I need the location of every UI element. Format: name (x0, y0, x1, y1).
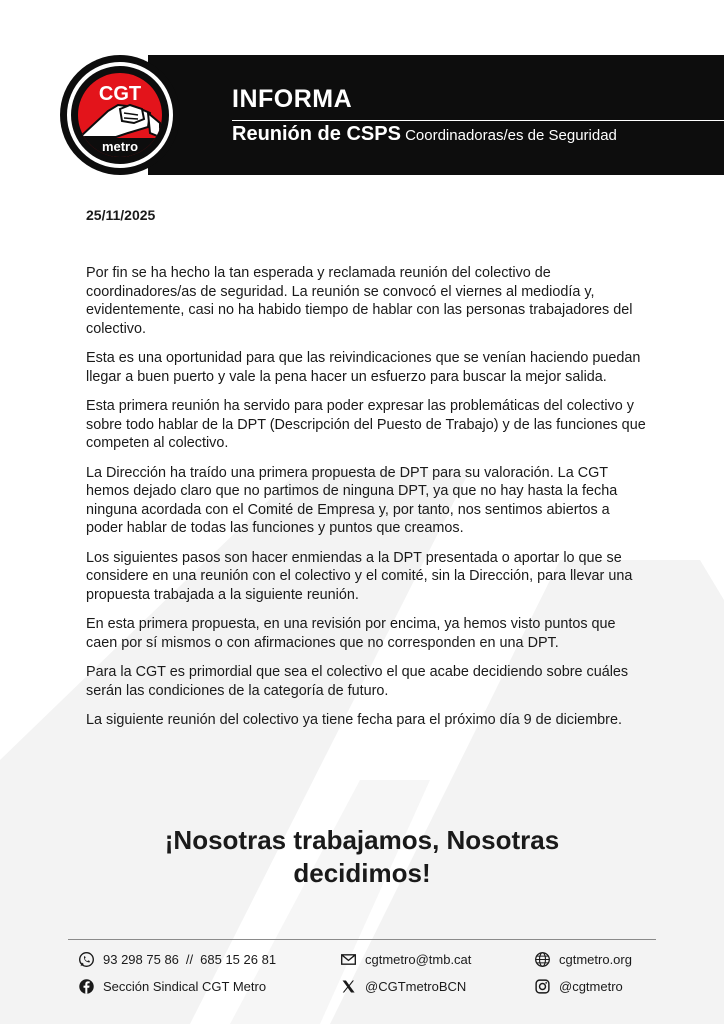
paragraph: Esta primera reunión ha servido para poder expresar las problemáticas del colectivo y sobre todo hablar de la DPT (Descripción del Puesto de Trabajo) y de las funciones que competen al colectivo. (86, 398, 646, 451)
header-divider (232, 120, 724, 121)
website-link[interactable]: cgtmetro.org (559, 952, 632, 967)
phone-number-1[interactable]: 93 298 75 86 (103, 952, 179, 967)
footer-website[interactable] (534, 951, 632, 968)
instagram-handle[interactable]: @cgtmetro (559, 979, 623, 994)
header-bar (148, 55, 724, 175)
twitter-handle[interactable]: @CGTmetroBCN (365, 979, 467, 994)
paragraph: Por fin se ha hecho la tan esperada y reclamada reunión del colectivo de coordinadores/as de seguridad. La reunión se convocó el viernes al mediodía y, evidentemente, casi no ha habido tiempo de hablar con las personas trabajadores del colectivo. (86, 265, 633, 337)
globe-icon (534, 951, 551, 968)
footer-instagram[interactable] (534, 978, 623, 995)
subtitle-main: Reunión de CSPS (232, 123, 401, 145)
footer-twitter[interactable] (340, 978, 466, 995)
paragraph: La siguiente reunión del colectivo ya tiene fecha para el próximo día 9 de diciembre. (86, 712, 622, 728)
paragraph: Esta es una oportunidad para que las reivindicaciones que se venían haciendo puedan llegar a buen puerto y vale la pena hacer un esfuerzo para buscar la mejor salida. (86, 350, 641, 385)
slogan: ¡Nosotras trabajamos, Nosotras decidimos! (164, 825, 560, 888)
footer-divider (68, 939, 656, 940)
logo-cgt-text: CGT (98, 83, 142, 105)
phone-number-2[interactable]: 685 15 26 81 (200, 952, 277, 967)
cgt-metro-logo (58, 53, 182, 177)
paragraph: La Dirección ha traído una primera propuesta de DPT para su valoración. La CGT hemos dejado claro que no partimos de ninguna DPT, ya que no hay hasta la fecha ninguna acordada con el Comité de Empresa y, por tanto, nos sentimos abiertos a poder hablar de todas las funciones y puntos que creamos. (86, 464, 618, 536)
phone-separator: // (185, 952, 194, 967)
document-date: 25/11/2025 (86, 207, 156, 223)
facebook-page[interactable]: Sección Sindical CGT Metro (103, 979, 267, 994)
footer-facebook[interactable] (78, 978, 266, 995)
footer-email[interactable] (340, 951, 471, 968)
header-subtitle (232, 124, 672, 146)
header-title: INFORMA (232, 85, 353, 113)
x-twitter-icon (340, 978, 357, 995)
footer-phones (78, 951, 276, 968)
facebook-icon (78, 978, 95, 995)
paragraph: Para la CGT es primordial que sea el colectivo el que acabe decidiendo sobre cuáles serán las condiciones de la categoría de futuro. (86, 664, 629, 699)
whatsapp-icon (78, 951, 95, 968)
body-text (86, 264, 646, 741)
logo-metro-text: metro (101, 139, 139, 154)
subtitle-detail: Coordinadoras/es de Seguridad (405, 127, 617, 144)
email-address[interactable]: cgtmetro@tmb.cat (365, 952, 472, 967)
paragraph: Los siguientes pasos son hacer enmiendas a la DPT presentada o aportar lo que se considere en una reunión con el colectivo y el comité, sin la Dirección, para llevar una propuesta trabajada a la siguiente reunión. (86, 549, 633, 603)
instagram-icon (534, 978, 551, 995)
paragraph: En esta primera propuesta, en una revisión por encima, ya hemos visto puntos que caen por sí mismos o con afirmaciones que no corresponden en una DPT. (86, 616, 616, 651)
mail-icon (340, 951, 357, 968)
